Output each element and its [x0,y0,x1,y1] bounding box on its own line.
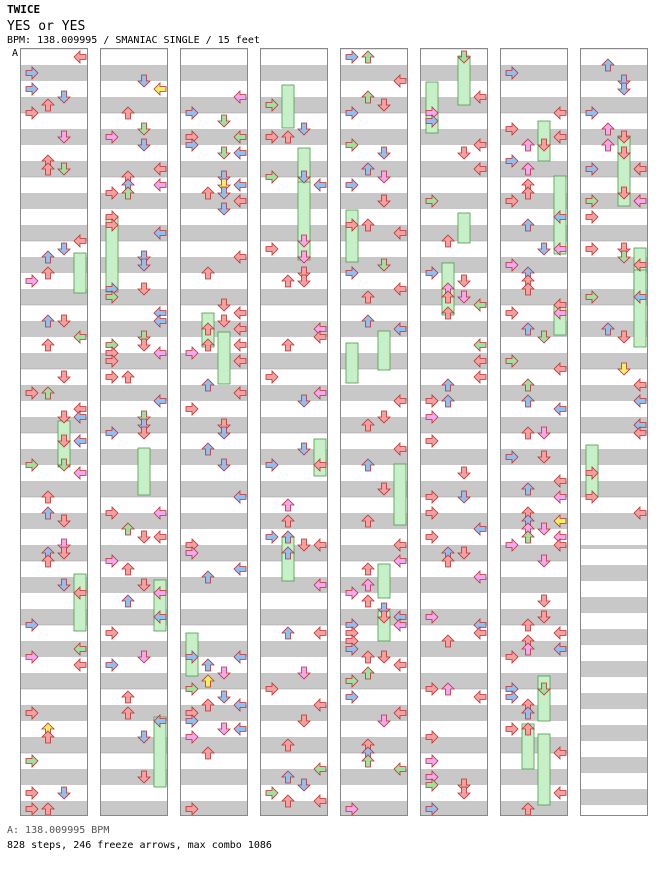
measure-stripe [181,289,247,305]
measure-stripe [21,673,87,689]
step-arrow [394,659,406,671]
step-arrow [138,531,150,543]
step-arrow [474,339,486,351]
step-arrow [586,211,598,223]
step-arrow [138,339,150,351]
measure-stripe [581,353,647,369]
measure-stripe [501,769,567,785]
step-arrow [234,339,246,351]
freeze-arrow-body [538,734,550,805]
step-arrow [218,115,230,127]
step-arrow [282,627,294,639]
step-arrow [538,243,550,255]
measure-stripe [421,321,487,337]
freeze-arrow-body [138,448,150,495]
chart-column-svg [21,49,87,815]
chart-info: BPM: 138.009995 / SMANIAC SINGLE / 15 feet [7,35,260,46]
step-arrow [538,595,550,607]
step-arrow [554,403,566,415]
chart-column [180,48,248,816]
measure-stripe [261,417,327,433]
measure-stripe [101,97,167,113]
step-arrow [346,179,358,191]
step-arrow [554,787,566,799]
step-arrow [154,179,166,191]
measure-stripe [181,449,247,465]
measure-stripe [421,65,487,81]
step-arrow [298,275,310,287]
measure-stripe [261,65,327,81]
step-arrow [314,179,326,191]
measure-stripe [421,225,487,241]
step-arrow [186,403,198,415]
step-arrow [122,563,134,575]
step-arrow [74,51,86,63]
chart-column-svg [501,49,567,815]
measure-stripe [261,225,327,241]
measure-stripe [101,449,167,465]
chart-column-svg [101,49,167,815]
step-arrow [506,723,518,735]
measure-stripe [261,481,327,497]
step-arrow [346,691,358,703]
measure-stripe [581,225,647,241]
freeze-arrow-body [74,253,86,293]
chart-column [500,48,568,816]
step-arrow [266,531,278,543]
measure-stripe [421,449,487,465]
chart-column [580,48,648,816]
measure-stripe [341,193,407,209]
step-arrow [362,563,374,575]
step-arrow [266,243,278,255]
measure-stripe [581,629,647,645]
measure-stripe [181,513,247,529]
step-arrow [122,691,134,703]
step-arrow [234,723,246,735]
chart-column-svg [421,49,487,815]
chart-column [340,48,408,816]
step-arrow [26,275,38,287]
measure-stripe [101,65,167,81]
step-arrow [58,371,70,383]
measure-stripe [21,481,87,497]
measure-stripe [261,353,327,369]
step-arrow [122,595,134,607]
step-arrow [378,147,390,159]
step-arrow [234,147,246,159]
step-arrow [74,659,86,671]
step-arrow [506,691,518,703]
freeze-arrow-body [298,182,310,260]
measure-stripe [181,417,247,433]
chart-column [420,48,488,816]
step-arrow [282,339,294,351]
freeze-arrow-body [378,564,390,598]
step-arrow [26,83,38,95]
artist-name: TWICE [7,3,41,16]
chart-column-svg [341,49,407,815]
step-arrow [458,275,470,287]
step-arrow [218,147,230,159]
step-arrow [474,691,486,703]
measure-stripe [261,257,327,273]
measure-stripe [501,417,567,433]
step-arrow [474,371,486,383]
step-arrow [154,531,166,543]
measure-stripe [21,129,87,145]
measure-stripe [181,65,247,81]
freeze-arrow-body [346,343,358,383]
stats-footer: 828 steps, 246 freeze arrows, max combo 1086 [7,840,272,851]
step-arrow [202,659,214,671]
measure-stripe [21,737,87,753]
measure-stripe [261,289,327,305]
step-arrow [458,147,470,159]
step-arrow [42,339,54,351]
measure-stripe [581,565,647,581]
step-arrow [458,467,470,479]
bpm-footer: A: 138.009995 BPM [7,825,110,836]
chart-column-svg [581,49,647,815]
step-arrow [426,435,438,447]
measure-stripe [101,673,167,689]
measure-stripe [421,705,487,721]
step-arrow [154,83,166,95]
step-arrow [554,627,566,639]
step-arrow [426,755,438,767]
step-arrow [74,467,86,479]
freeze-arrow-body [218,332,230,384]
step-arrow [218,723,230,735]
freeze-arrow-body [282,85,294,128]
measure-stripe [261,609,327,625]
step-arrow [522,531,534,543]
measure-stripe [181,577,247,593]
chart-column-svg [261,49,327,815]
step-arrow [506,307,518,319]
measure-stripe [21,193,87,209]
measure-stripe [261,641,327,657]
measure-stripe [581,757,647,773]
step-arrow [266,787,278,799]
measure-stripe [581,129,647,145]
step-arrow [362,51,374,63]
step-arrow [346,51,358,63]
step-arrow [266,371,278,383]
freeze-arrow-body [378,331,390,370]
measure-stripe [581,789,647,805]
measure-stripe [501,609,567,625]
bpm-marker: A [12,48,19,59]
step-arrow [26,787,38,799]
measure-stripe [181,609,247,625]
step-arrow [106,659,118,671]
measure-stripe [501,801,567,815]
chart-column [20,48,88,816]
step-arrow [74,435,86,447]
measure-stripe [581,725,647,741]
chart-column [100,48,168,816]
measure-stripe [101,481,167,497]
measure-stripe [21,769,87,785]
measure-stripe [501,577,567,593]
measure-stripe [181,161,247,177]
measure-stripe [581,597,647,613]
measure-stripe [101,641,167,657]
measure-stripe [181,225,247,241]
step-arrow [234,179,246,191]
measure-stripe [421,641,487,657]
step-arrow [234,307,246,319]
step-arrow [58,787,70,799]
freeze-arrow-body [74,574,86,631]
measure-stripe [21,353,87,369]
step-arrow [474,627,486,639]
step-arrow [586,243,598,255]
freeze-arrow-body [394,464,406,525]
measure-stripe [581,661,647,677]
measure-stripe [21,513,87,529]
step-arrow [426,531,438,543]
step-arrow [282,499,294,511]
freeze-arrow-body [458,213,470,243]
step-arrow [314,627,326,639]
measure-stripe [261,193,327,209]
song-title: YES or YES [7,19,86,34]
step-arrow [282,275,294,287]
step-arrow [458,787,470,799]
step-arrow [234,563,246,575]
step-arrow [26,755,38,767]
step-arrow [362,595,374,607]
step-arrow [618,83,630,95]
step-arrow [106,371,118,383]
chart-column-svg [181,49,247,815]
step-arrow [362,755,374,767]
measure-stripe [581,65,647,81]
freeze-arrow-body [634,270,646,347]
freeze-arrow-body [346,210,358,262]
measure-stripe [501,385,567,401]
chart-end-blank [581,549,647,815]
measure-stripe [181,769,247,785]
chart-column [260,48,328,816]
step-arrow [106,627,118,639]
measure-stripe [581,693,647,709]
step-arrow [218,691,230,703]
step-arrow [122,371,134,383]
measure-stripe [101,801,167,815]
step-arrow [58,243,70,255]
